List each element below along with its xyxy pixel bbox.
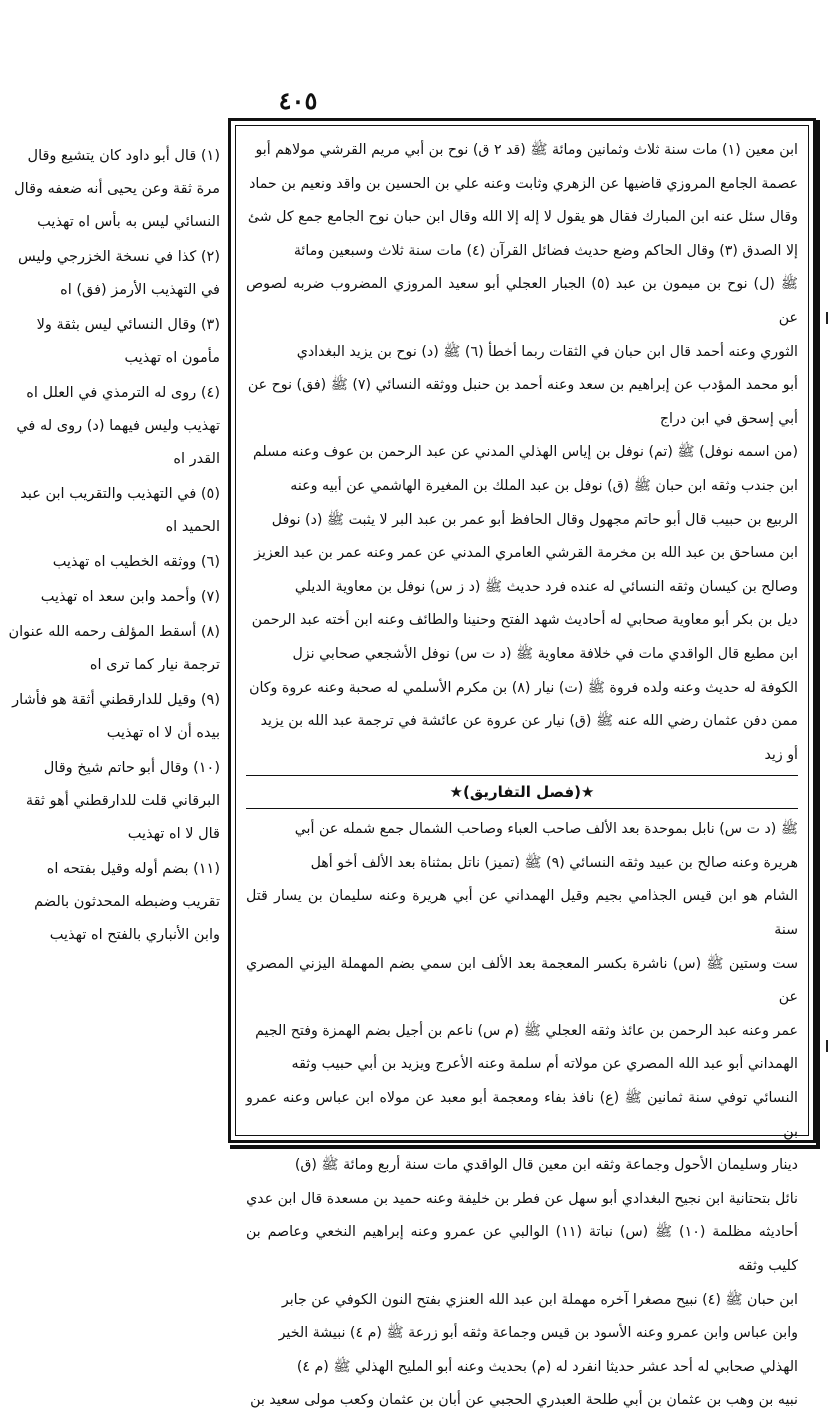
text-line: نبيه بن وهب بن عثمان بن أبي طلحة العبدري الحجبي عن أبان بن عثمان وكعب مولى سعيد بن (250, 1392, 798, 1409)
text-line: ابن حبان ﷺ (٤) نبيح مصغرا آخره مهملة ابن عبد الله العنزي بفتح النون الكوفي عن جابر (281, 1291, 798, 1308)
margin-notes (6, 140, 220, 1100)
margin-note: (١) قال أبو داود كان يتشيع وقال مرة ثقة وعن يحيى أنه ضعفه وقال النسائي ليس به بأس اه تهذيب (14, 148, 220, 230)
text-line: ﷺ (د ت س) نابل بموحدة بعد الألف صاحب العباء وصاحب الشمال جمع شمله عن أبي (294, 821, 798, 838)
text-line: ديل بن بكر أبو معاوية صحابي له أحاديث شهد الفتح وحنينا والطائف وعنه ابن أخته عبد الرحمن (251, 612, 798, 629)
text-line: ابن جندب وثقه ابن حبان ﷺ (ق) نوفل بن عبد الملك بن المغيرة الهاشمي عن أبيه وعنه (290, 477, 798, 494)
text-line: وابن عباس وابن عمرو وعنه الأسود بن قيس وجماعة وثقه أبو زرعة ﷺ (م ٤) نبيشة الخير (278, 1325, 798, 1342)
entries-block-2 (246, 813, 798, 1418)
text-line: نائل بتحتانية ابن نجيح البغدادي أبو سهل عن فطر بن خليفة وعنه حميد بن مسعدة قال ابن عدي (246, 1190, 798, 1207)
text-line: أبي إسحق في ابن دراج (659, 410, 798, 427)
text-line: أو زيد (764, 746, 798, 763)
text-line: إلا الصدق (٣) وقال الحاكم وضع حديث فضائل القرآن (٤) مات سنة ثلاث وسبعين ومائة (293, 242, 798, 259)
text-line: ﷺ (ل) نوح بن ميمون بن عبد (٥) الجبار العجلي أبو سعيد المروزي المضروب ضربه لصوص عن (246, 276, 798, 326)
text-line: الهمداني أبو عبد الله المصري عن مولاته أم سلمة وعنه الأعرج ويزيد بن أبي حبيب وثقه (291, 1056, 798, 1073)
text-line: النسائي توفي سنة ثمانين ﷺ (ع) نافذ بفاء ومعجمة أبو معبد عن مولاه ابن عباس وعنه عمرو بن (246, 1090, 798, 1140)
text-line: ممن دفن عثمان رضي الله عنه ﷺ (ق) نيار عن عروة عن عائشة في ترجمة عبد الله بن يزيد (260, 713, 798, 730)
text-line: ابن معين (١) مات سنة ثلاث وثمانين ومائة ﷺ (قد ٢ ق) نوح بن أبي مريم القرشي مولاهم أبو (255, 142, 798, 158)
text-line: أحاديثه مظلمة (١٠) ﷺ (س) نباتة (١١) الوالبي عن عمرو وعنه إبراهيم النخعي وعاصم بن كليب وثقه (246, 1224, 798, 1274)
main-text-frame (228, 118, 816, 1409)
section-heading: ★(فصل التفاريق)★ (246, 775, 798, 809)
text-line: ست وستين ﷺ (س) ناشرة بكسر المعجمة بعد الألف ابن سمي بضم المهملة اليزني المصري عن (246, 955, 798, 1006)
margin-note: (١٠) وقال أبو حاتم شيخ وقال البرقاني قلت للدارقطني أهو ثقة قال لا اه تهذيب (25, 760, 220, 842)
scan-edge-mark (826, 1040, 828, 1052)
text-line: (من اسمه نوفل) ﷺ (تم) نوفل بن إياس الهذلي المدني عن عبد الرحمن بن عوف وعنه مسلم (252, 444, 798, 461)
text-line: الكوفة له حديث وعنه ولده فروة ﷺ (ت) نيار (٨) بن مكرم الأسلمي له صحبة وعنه عروة وكان (249, 679, 798, 696)
text-line: الشام هو ابن قيس الجذامي بجيم وقيل الهمداني عن أبي هريرة وعنه سليمان بن يسار قتل سنة (246, 888, 798, 939)
margin-note: (٥) في التهذيب والتقريب ابن عبد الحميد اه (20, 486, 220, 535)
margin-note: (١١) بضم أوله وقيل بفتحه اه تقريب وضبطه المحدثون بالضم وابن الأنباري بالفتح اه تهذيب (34, 861, 220, 943)
main-text-body (235, 125, 809, 1409)
text-line: أبو محمد المؤدب عن إبراهيم بن سعد وعنه أحمد بن حنبل ووثقه النسائي (٧) ﷺ (فق) نوح عن (247, 377, 798, 394)
margin-note: (٦) ووثقه الخطيب اه تهذيب (52, 554, 220, 570)
text-line: ابن مساحق بن عبد الله بن مخرمة القرشي العامري المدني عن عمر وعنه عمر بن عبد العزيز (254, 545, 798, 562)
page-number: ٤٠٥ (278, 86, 318, 115)
text-line: الربيع بن حبيب قال أبو حاتم مجهول وقال الحافظ أبو عمر بن عبد البر لا يثبت ﷺ (د) نوفل (271, 511, 798, 528)
margin-note: (٧) وأحمد وابن سعد اه تهذيب (40, 589, 220, 605)
margin-note: (٤) روى له الترمذي في العلل اه تهذيب وليس فيهما (د) روى له في القدر اه (16, 385, 220, 467)
text-line: الثوري وعنه أحمد قال ابن حبان في الثقات ربما أخطأ (٦) ﷺ (د) نوح بن يزيد البغدادي (296, 343, 798, 360)
margin-note: (٩) وقيل للدارقطني أثقة هو فأشار بيده أن لا اه تهذيب (12, 692, 220, 741)
text-line: عصمة الجامع المروزي قاضيها عن الزهري وثابت وعنه علي بن الحسين بن واقد ونعيم بن حماد (249, 175, 798, 192)
entries-block-1 (246, 134, 798, 772)
text-line: هريرة وعنه صالح بن عبيد وثقه النسائي (٩) ﷺ (تميز) ناتل بمثناة بعد الألف أخو أهل (310, 854, 798, 871)
text-line: عمر وعنه عبد الرحمن بن عائذ وثقه العجلي ﷺ (م س) ناعم بن أجيل بضم الهمزة وفتح الجيم (255, 1022, 798, 1039)
text-line: وصالح بن كيسان وثقه النسائي له عنده فرد حديث ﷺ (د ز س) نوفل بن معاوية الديلي (294, 578, 798, 595)
margin-note: (٣) وقال النسائي ليس بثقة ولا مأمون اه تهذيب (36, 317, 220, 366)
text-line: الهذلي صحابي له أحد عشر حديثا انفرد له (م) بحديث وعنه أبو المليح الهذلي ﷺ (م ٤) (296, 1358, 798, 1375)
margin-note: (٢) كذا في نسخة الخزرجي وليس في التهذيب الأرمز (فق) اه (18, 249, 220, 298)
scan-edge-mark (826, 312, 828, 324)
text-line: دينار وسليمان الأحول وجماعة وثقه ابن معين قال الواقدي مات سنة أربع ومائة ﷺ (ق) (294, 1157, 798, 1174)
text-line: ابن مطيع قال الواقدي مات في خلافة معاوية ﷺ (د ت س) نوفل الأشجعي صحابي نزل (292, 645, 798, 662)
margin-note: (٨) أسقط المؤلف رحمه الله عنوان ترجمة نيار كما ترى اه (8, 624, 220, 673)
text-line: وقال سئل عنه ابن المبارك فقال هو يقول لا إله إلا الله وقال ابن حبان نوح الجامع جمع كل شئ (247, 209, 798, 226)
